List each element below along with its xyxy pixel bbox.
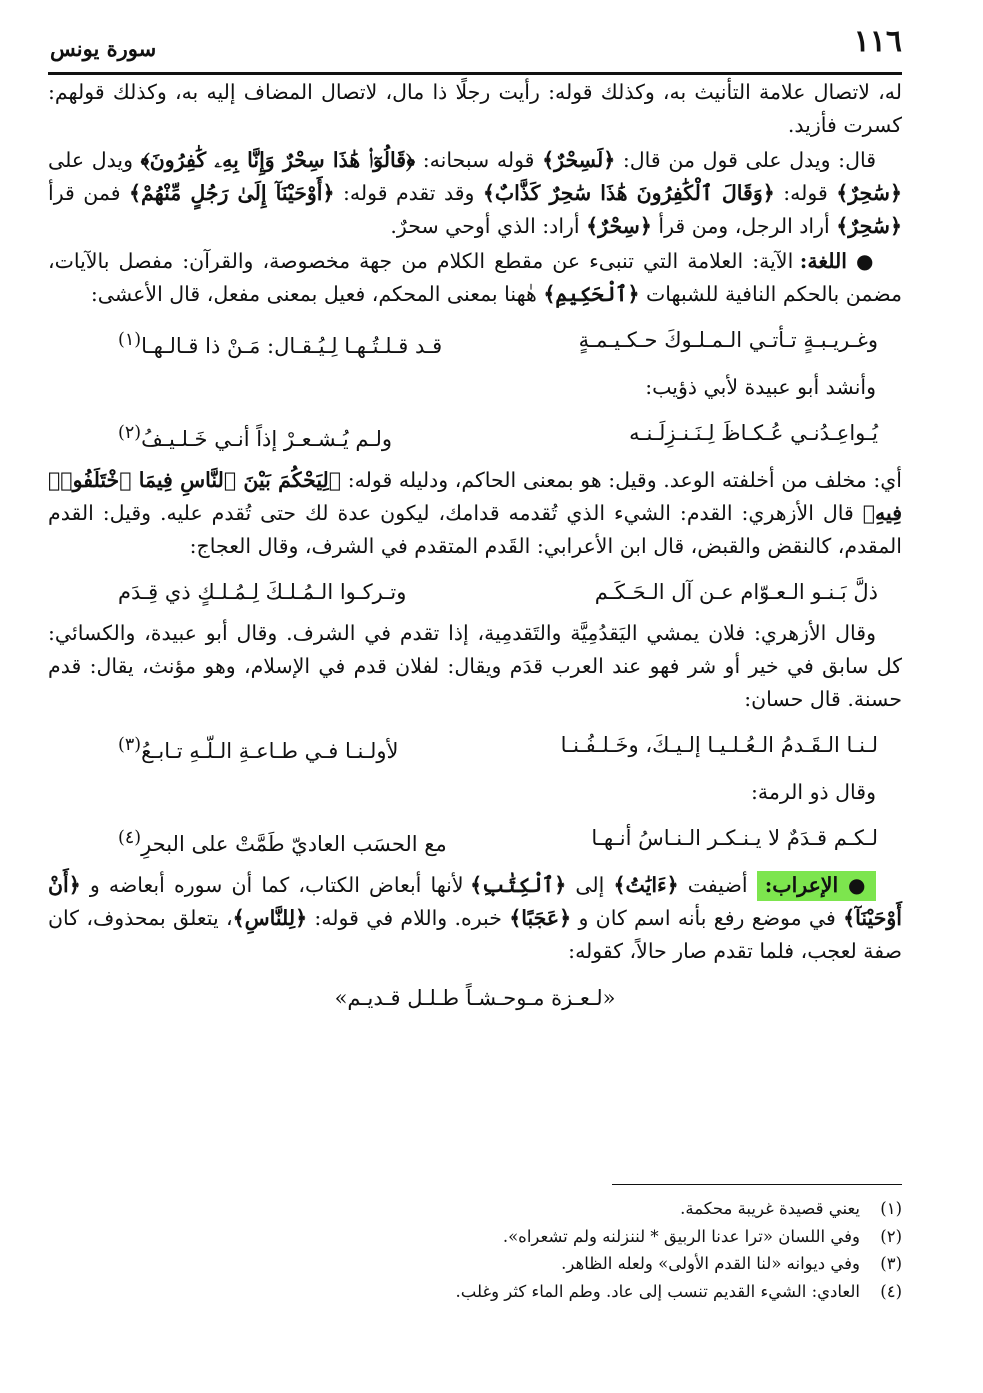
paragraph-6: وقال الأزهري: فلان يمشي اليَقدُمِيَّة والتَقدمِية، إذا تقدم في الشرف. وقال أبو عبيدة، والكسائي: كل سابق في خير أو شر فهو عند العرب قدَم ويقال: لفلان قدم في الإسلام، وهو مؤنث، يقال: قدم حسنة. قال حسان: [48,621,902,711]
verse-hemistich-first: ذلَّ بَـنـو الـعـوّام عـن آل الـحَـكَـم [594,580,878,604]
footnote-number: (٤) [880,1281,902,1301]
text-run: الآية: العلامة التي تنبىء عن مقطع الكلام من جهة مخصوصة، والقرآن: مفصل بالآيات، مضمن بالحكم النافية للشبهات [48,249,902,306]
text-run: أضيفت [678,873,757,897]
lugha-label: اللغة: [799,249,847,273]
text-run: خبره. واللام في قوله: [307,906,510,930]
paragraph-5 [48,464,902,563]
text-run: قال الأزهري: القدم: الشيء الذي تُقدمه قدامك، ليكون عدة لك حتى تُقدم عليه. وقيل: القدم المقدم، كالنقض والقبض، قال ابن الأعرابي: القَدم المتقدم في الشرف، وقال العجاج: [48,501,902,558]
quran-quote: ﴿لَسِحْرٌ﴾ [542,148,616,172]
footnote-ref: (٢) [118,423,142,443]
verse-text: ولـم يُـشـعـرْ إذاً أنـي خَـلـيـفُ [141,427,393,451]
verse-hemistich-first: لـكـم قـدَمٌ لا يـنـكـر الـنـاسُ أنـهـا [591,826,878,850]
text-run: قوله: [774,181,837,205]
verse-hemistich-second [118,416,392,456]
text-run: هٰهنا بمعنى المحكم، فعيل بمعنى مفعل، قال الأعشى: [90,282,544,306]
footnote [48,1250,902,1278]
poetry-verse [118,821,878,861]
quran-quote: ﴿أَنْ أَوْحَيْنَآ﴾ [48,873,902,930]
poetry-quote: «لـعـزة مـوحـشـاً طـلـل قـديـم» [334,986,616,1010]
footnote [48,1195,902,1223]
quran-quote: ﴿أَوْحَيْنَآ إِلَىٰ رَجُلٍ مِّنْهُمْ﴾ [128,181,335,205]
paragraph-1: له، لاتصال علامة التأنيث به، وكذلك قوله: رأيت رجلًا ذا مال، لاتصال المضاف إليه به، وكذلك قولهم: كسرت فأزيد. [48,80,902,137]
verse-hemistich-first: وغـريـبـةٍ تـأتـي الـمـلـوكَ حـكـيـمـةٍ [578,328,878,352]
footnote [48,1223,902,1251]
poetry-verse [118,575,878,609]
footnote-number: (٢) [880,1226,902,1246]
paragraph-irab [48,869,902,968]
quran-quote: ﴿ٱلْكِتَٰبِ﴾ [470,873,567,897]
footnote-text: العادي: الشيء القديم تنسب إلى عاد. وطم الماء كثر وغلب. [455,1281,860,1301]
footnote-ref: (٤) [118,828,142,848]
footnote-divider [612,1184,902,1185]
text-run: لأنها أبعاض الكتاب، كما أن سوره أبعاضه و [80,873,471,897]
quran-quote: ﴿ءَايَٰتُ﴾ [613,873,679,897]
page-number: ١١٦ [853,24,902,59]
verse-hemistich-first: لـنـا الـقَـدمُ الـعُـلـيـا إلـيـكَ، وخَـلـفُـنـا [560,733,878,757]
text-run: إلى [566,873,614,897]
paragraph-4: وأنشد أبو عبيدة لأبي ذؤيب: [645,375,876,399]
poetry-verse [118,323,878,363]
text-run: فمن قرأ [48,181,129,205]
text-run: قوله سبحانه: [415,148,543,172]
quran-quote: ﴿لِلنَّاسِ﴾ [232,906,308,930]
quran-quote: ﴿وَقَالَ ٱلْكَٰفِرُونَ هَٰذَا سَٰحِرٌ كَذَّابٌ﴾ [482,181,775,205]
footnote-number: (١) [880,1199,902,1218]
footnote-number: (٣) [880,1254,902,1273]
quran-quote: ﴿سِحْرٌ﴾ [586,214,652,238]
quran-quote: ﴿ٱلْحَكِيمِ﴾ [543,282,640,306]
quran-quote: ﴿سَٰحِرٌ﴾ [836,181,902,205]
footnote-text: وفي اللسان «ترا عدنا الربيق * لننزلنه ولم تشعراه». [502,1226,860,1246]
irab-label-text: الإعراب: [764,873,839,897]
verse-text: لأولـنـا فـي طـاعـةِ الـلّـهِ تـابـعُ [141,739,399,763]
text-run: أراد: الذي أوحي سحرٌ. [390,214,587,238]
paragraph-2 [48,144,902,243]
quran-quote: ﴿قَالُوٓا۟ هَٰذَا سِحْرٌ وَإِنَّا بِهِۦ كَٰفِرُونَ﴾ [140,148,416,172]
quran-quote: ﴿لِيَحْكُمَ بَيْنَ ٱلنَّاسِ فِيمَا ٱخْتَلَفُوا۟ فِيهِ﴾ [48,468,902,525]
verse-text: قـد قـلـتُـهـا لِـيُـقـال: مَـنْ ذا قـالـهـا [141,334,443,358]
text-run: أراد الرجل، ومن قرأ [651,214,837,238]
quran-quote: ﴿سَٰحِرٌ﴾ [836,214,902,238]
surah-title: سورة يونس [50,36,157,61]
verse-text: مع الحسَب العاديّ طَمَّتْ على البحرِ [141,832,447,856]
text-run: ويدل على [48,148,141,172]
footnote [48,1278,902,1306]
text-run: ، يتعلق بمحذوف، كان صفة لعجب، فلما تقدم صار حالاً، كقوله: [48,906,902,963]
paragraph-lugha [48,245,902,311]
verse-hemistich-first: يُـواعِـدُنـي عُـكـاظَ لِـنَـنـزِلَـنـه [629,421,878,445]
footnote-ref: (٣) [118,735,142,755]
verse-hemistich-second [118,728,399,768]
text-run: في موضع رفع بأنه اسم كان و [571,906,844,930]
text-run: وقد تقدم قوله: [334,181,483,205]
paragraph-7: وقال ذو الرمة: [750,780,876,804]
irab-label [757,871,876,901]
main-text [48,76,902,1025]
verse-hemistich-second [118,323,442,363]
verse-hemistich-second [118,821,447,861]
bullet-icon: ● [856,249,876,273]
footnote-text: يعني قصيدة غريبة محكمة. [680,1199,860,1218]
footnote-ref: (١) [118,330,142,350]
poetry-verse [118,416,878,456]
text-run: أي: مخلف من أخلفته الوعد. وقيل: هو بمعنى الحاكم، ودليله قوله: [341,468,903,492]
poetry-verse [118,728,878,768]
bullet-icon: ● [847,873,869,897]
page-header [48,22,902,75]
text-run: قال: ويدل على قول من قال: [615,148,877,172]
verse-hemistich-second: وتـركـوا الـمُـلـكَ لِـمُـلـكٍ ذي قِـدَم [118,580,407,604]
footnote-text: وفي ديوانه «لنا القدم الأولى» ولعله الظاهر. [561,1254,860,1273]
footnotes [48,1184,902,1305]
quran-quote: ﴿عَجَبًا﴾ [509,906,572,930]
